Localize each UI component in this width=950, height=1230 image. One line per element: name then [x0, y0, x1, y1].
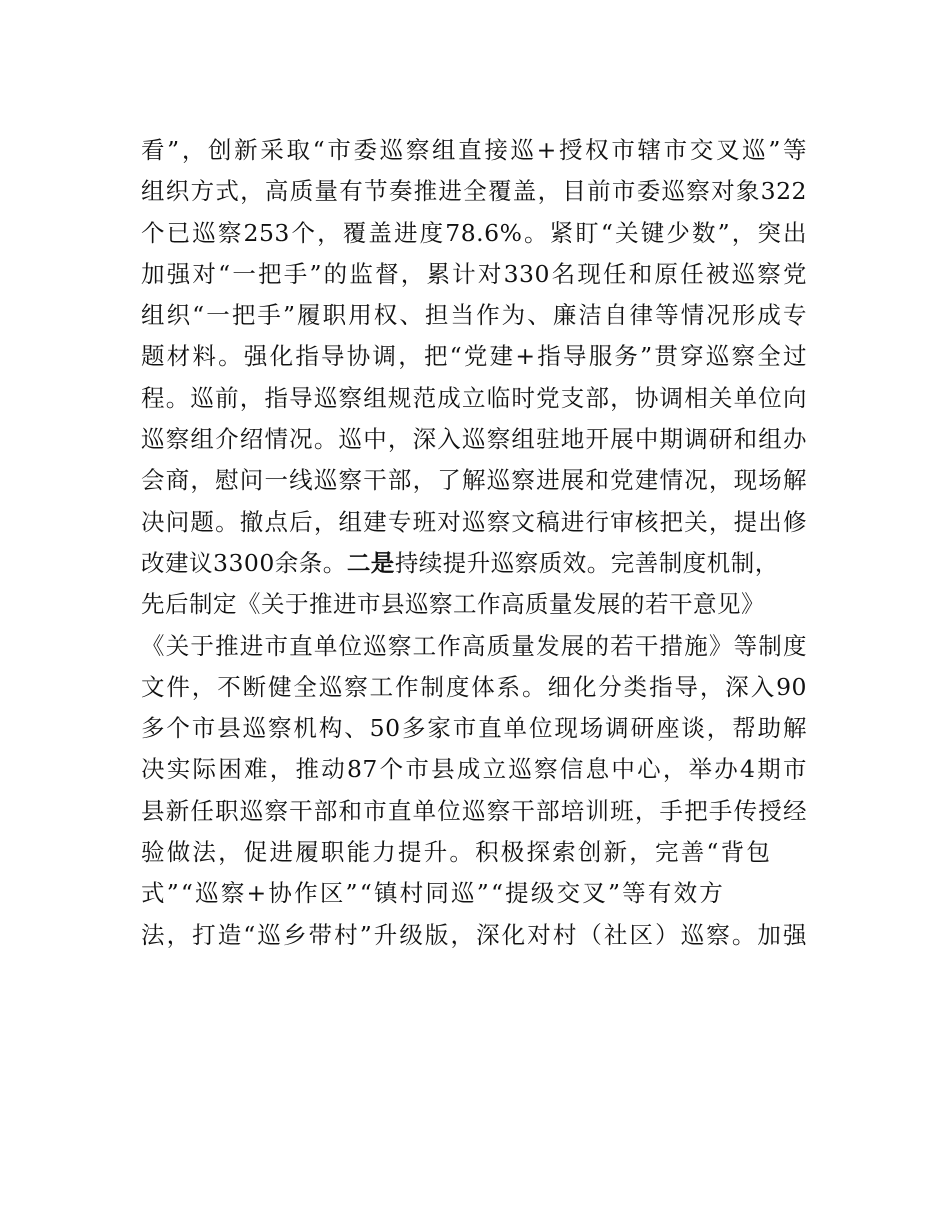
text-line-8: 巡察组介绍情况。巡中，深入巡察组驻地开展中期调研和组办	[141, 425, 807, 454]
text-line-4: 加强对“一把手”的监督，累计对330名现任和原任被巡察党	[141, 259, 807, 288]
text-line-12: 先后制定《关于推进市县巡察工作高质量发展的若干意见》	[141, 590, 765, 619]
text-line-1: 看”，创新采取“市委巡察组直接巡+授权市辖市交叉巡”等	[141, 136, 807, 164]
text-line-13: 《关于推进市直单位巡察工作高质量发展的若干措施》等制度	[141, 631, 807, 660]
text-segment: 持续提升巡察质效。完善制度机制，	[394, 548, 779, 577]
text-line-3: 个已巡察253个，覆盖进度78.6%。紧盯“关键少数”，突出	[141, 218, 807, 247]
text-line-7: 程。巡前，指导巡察组规范成立临时党支部，协调相关单位向	[141, 383, 807, 412]
document-page	[141, 130, 807, 956]
text-line-17: 县新任职巡察干部和市直单位巡察干部培训班，手把手传授经	[141, 796, 807, 825]
text-line-6: 题材料。强化指导协调，把“党建+指导服务”贯穿巡察全过	[141, 342, 807, 371]
text-line-18: 验做法，促进履职能力提升。积极探索创新，完善“背包	[141, 838, 773, 867]
text-line-19: 式”“巡察+协作区”“镇村同巡”“提级交叉”等有效方	[141, 879, 725, 908]
text-line-11	[141, 543, 807, 584]
text-line-2: 组织方式，高质量有节奏推进全覆盖，目前市委巡察对象322	[141, 177, 807, 206]
section-heading-marker: 二是	[346, 548, 395, 577]
text-line-16: 决实际困难，推动87个市县成立巡察信息中心，举办4期市	[141, 755, 807, 784]
text-segment: 改建议3300余条。	[141, 548, 347, 577]
text-line-20: 法，打造“巡乡带村”升级版，深化对村（社区）巡察。加强	[141, 920, 807, 949]
text-line-10: 决问题。撤点后，组建专班对巡察文稿进行审核把关，提出修	[141, 507, 807, 536]
text-line-9: 会商，慰问一线巡察干部，了解巡察进展和党建情况，现场解	[141, 466, 807, 495]
text-line-5: 组织“一把手”履职用权、担当作为、廉洁自律等情况形成专	[141, 301, 807, 330]
text-line-14: 文件，不断健全巡察工作制度体系。细化分类指导，深入90	[141, 672, 807, 701]
text-line-15: 多个市县巡察机构、50多家市直单位现场调研座谈，帮助解	[141, 714, 807, 743]
